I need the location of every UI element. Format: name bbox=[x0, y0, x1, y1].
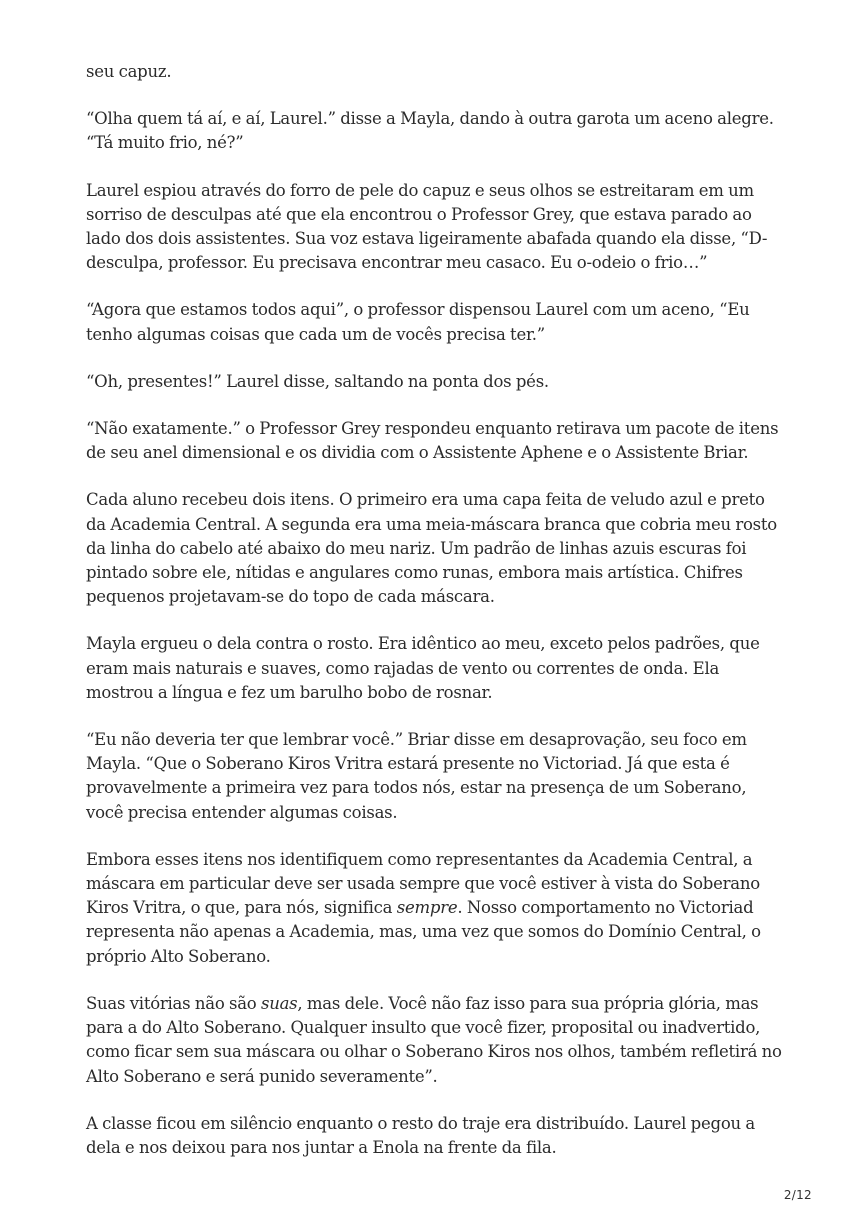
paragraph-emphasis: suas bbox=[260, 993, 298, 1013]
paragraph bbox=[86, 60, 786, 84]
paragraph-text: , mas dele. Você não faz isso para sua própria glória, mas para a do Alto Soberano. Qualquer insulto que você fizer, proposital ou inadvertido, como ficar sem sua máscara ou olhar o Soberano Kiros nos olhos, também refletirá no Alto Soberano e será punido severamente”. bbox=[86, 993, 782, 1086]
paragraph bbox=[86, 107, 786, 155]
paragraph-text: seu capuz. bbox=[86, 62, 172, 81]
paragraph-text: Laurel espiou através do forro de pele do capuz e seus olhos se estreitaram em um sorriso de desculpas até que ela encontrou o Professor Grey, que estava parado ao lado dos dois assistentes. Sua voz estava ligeiramente abafada quando ela disse, “D-desculpa, professor. Eu precisava encontrar meu casaco. Eu o-odeio o frio…” bbox=[86, 180, 768, 273]
paragraph-text: “Olha quem tá aí, e aí, Laurel.” disse a Mayla, dando à outra garota um aceno alegre. “Tá muito frio, né?” bbox=[86, 109, 774, 153]
paragraph bbox=[86, 848, 786, 969]
paragraph bbox=[86, 632, 786, 705]
paragraph-text: A classe ficou em silêncio enquanto o resto do traje era distribuído. Laurel pegou a dela e nos deixou para nos juntar a Enola na frente da fila. bbox=[86, 1113, 755, 1157]
paragraph bbox=[86, 417, 786, 465]
paragraph bbox=[86, 179, 786, 276]
paragraph-text: Cada aluno recebeu dois itens. O primeiro era uma capa feita de veludo azul e preto da Academia Central. A segunda era uma meia-máscara branca que cobria meu rosto da linha do cabelo até abaixo do meu nariz. Um padrão de linhas azuis escuras foi pintado sobre ele, nítidas e angulares como runas, embora mais artística. Chifres pequenos projetavam-se do topo de cada máscara. bbox=[86, 490, 777, 607]
paragraph bbox=[86, 1112, 786, 1160]
paragraph bbox=[86, 298, 786, 346]
document-body bbox=[86, 60, 786, 1183]
paragraph-text: Suas vitórias não são bbox=[86, 993, 261, 1013]
paragraph-text: . Nosso comportamento no Victoriad representa não apenas a Academia, mas, uma vez que somos do Domínio Central, o próprio Alto Soberano. bbox=[86, 898, 761, 966]
paragraph bbox=[86, 728, 786, 825]
page-number: 2/12 bbox=[783, 1188, 812, 1202]
paragraph bbox=[86, 992, 786, 1089]
paragraph bbox=[86, 370, 786, 394]
paragraph-text: “Agora que estamos todos aqui”, o professor dispensou Laurel com um aceno, “Eu tenho algumas coisas que cada um de vocês precisa ter.” bbox=[86, 300, 750, 344]
paragraph-text: Embora esses itens nos identifiquem como representantes da Academia Central, a máscara em particular deve ser usada sempre que você estiver à vista do Soberano Kiros Vritra, o que, para nós, significa bbox=[86, 849, 760, 918]
paragraph-text: “Oh, presentes!” Laurel disse, saltando na ponta dos pés. bbox=[86, 371, 549, 391]
paragraph-text: Mayla ergueu o dela contra o rosto. Era idêntico ao meu, exceto pelos padrões, que eram mais naturais e suaves, como rajadas de vento ou correntes de onda. Ela mostrou a língua e fez um barulho bobo de rosnar. bbox=[86, 634, 760, 702]
paragraph bbox=[86, 488, 786, 609]
paragraph-emphasis: sempre bbox=[396, 898, 458, 918]
paragraph-text: “Eu não deveria ter que lembrar você.” Briar disse em desaprovação, seu foco em Mayla. “Que o Soberano Kiros Vritra estará presente no Victoriad. Já que esta é provavelmente a primeira vez para todos nós, estar na presença de um Soberano, você precisa entender algumas coisas. bbox=[86, 730, 747, 822]
paragraph-text: “Não exatamente.” o Professor Grey respondeu enquanto retirava um pacote de itens de seu anel dimensional e os dividia com o Assistente Aphene e o Assistente Briar. bbox=[86, 419, 779, 463]
